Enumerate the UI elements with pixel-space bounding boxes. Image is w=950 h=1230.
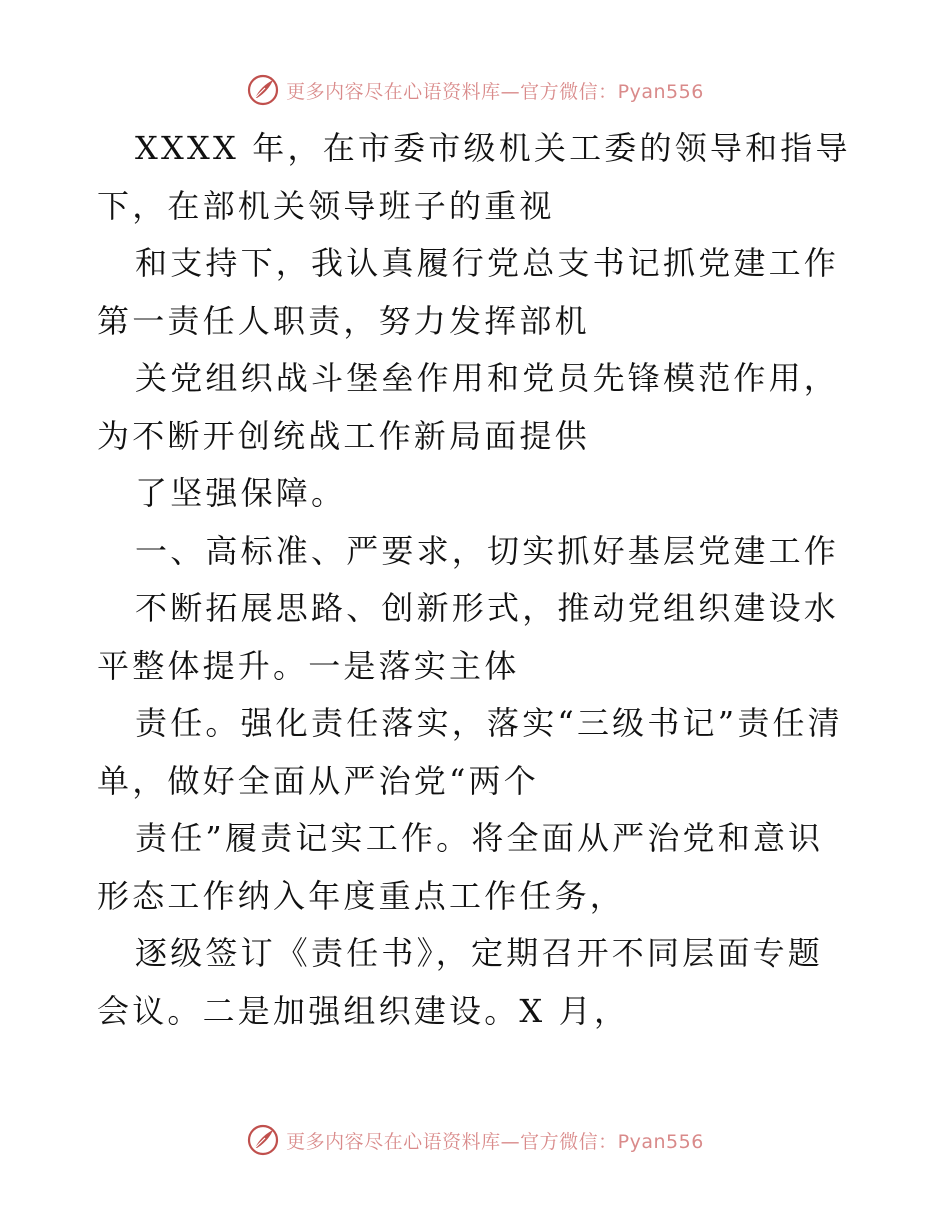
paragraph: 和支持下，我认真履行党总支书记抓党建工作第一责任人职责，努力发挥部机	[97, 244, 840, 340]
footer-watermark	[0, 1120, 950, 1160]
paragraph: 不断拓展思路、创新形式，推动党组织建设水平整体提升。一是落实主体	[97, 589, 840, 685]
paragraph: 关党组织战斗堡垒作用和党员先锋模范作用，为不断开创统战工作新局面提供	[97, 359, 840, 455]
watermark-text: 更多内容尽在心语资料库—官方微信：Pyan556	[286, 80, 704, 103]
paragraph: XXXX 年，在市委市级机关工委的领导和指导下，在部机关领导班子的重视	[97, 129, 851, 225]
feather-pen-logo-icon	[246, 73, 280, 107]
section-heading: 一、高标准、严要求，切实抓好基层党建工作	[135, 531, 840, 570]
document-body	[97, 120, 857, 1040]
paragraph: 了坚强保障。	[135, 474, 347, 512]
paragraph: 逐级签订《责任书》，定期召开不同层面专题会议。二是加强组织建设。X 月，	[97, 934, 824, 1030]
watermark-text: 更多内容尽在心语资料库—官方微信：Pyan556	[286, 1130, 704, 1153]
feather-pen-logo-icon	[246, 1123, 280, 1157]
paragraph: 责任”履责记实工作。将全面从严治党和意识形态工作纳入年度重点工作任务，	[97, 819, 824, 915]
header-watermark	[0, 70, 950, 110]
paragraph: 责任。强化责任落实，落实“三级书记”责任清单，做好全面从严治党“两个	[97, 704, 843, 800]
